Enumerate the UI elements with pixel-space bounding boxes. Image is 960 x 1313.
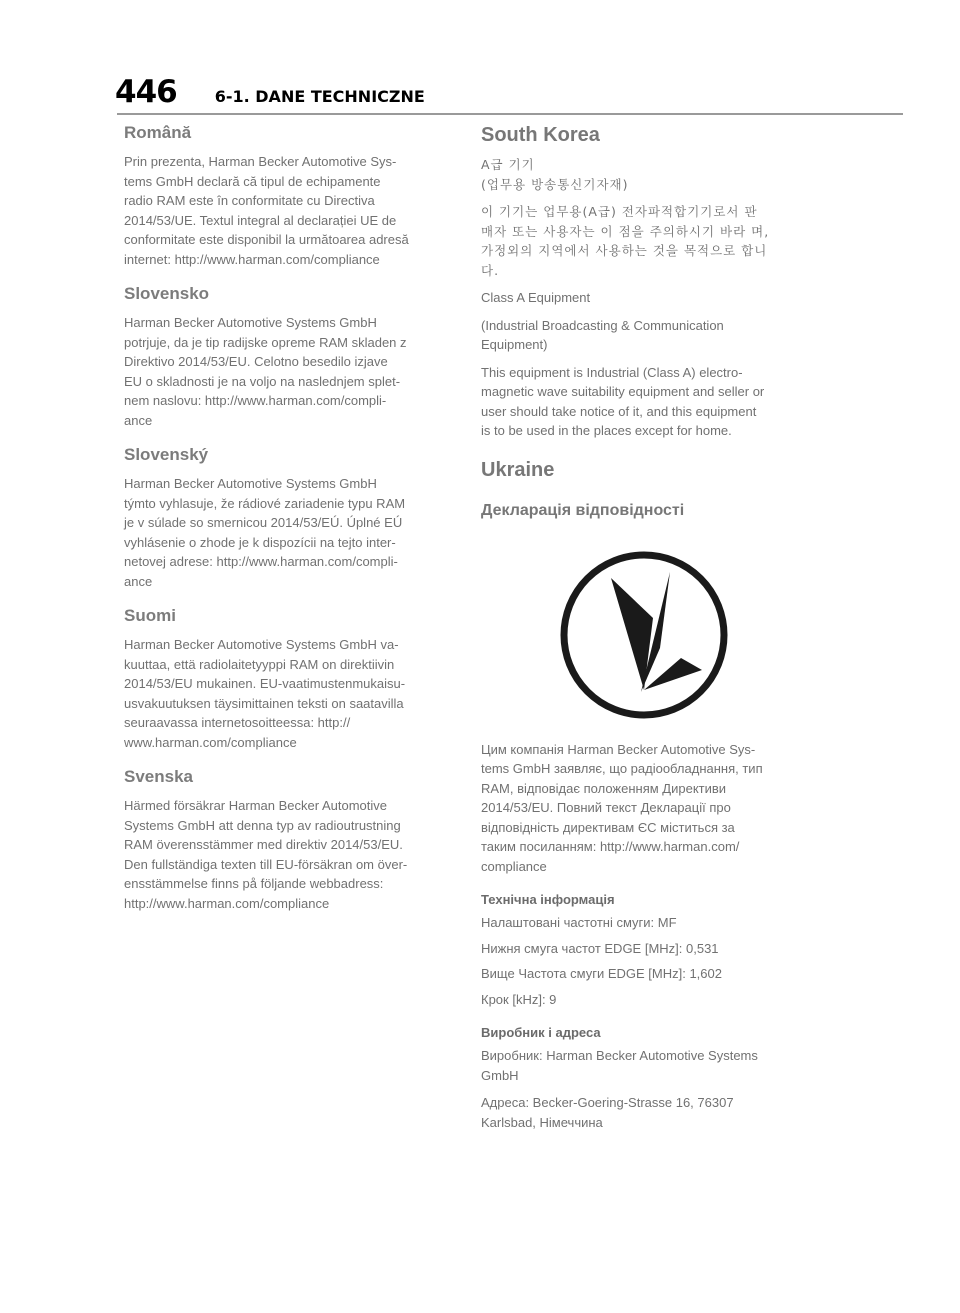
korea-english-notice xyxy=(481,288,811,441)
body-text-line: potrjuje, da je tip radijske opreme RAM skladen z xyxy=(124,334,407,350)
section-heading: Suomi xyxy=(124,606,176,625)
body-text-line: http://www.harman.com/compliance xyxy=(124,895,330,911)
korean-text-line: 이 기기는 업무용(A급) 전자파적합기기로서 판 xyxy=(481,204,758,219)
body-text-line: 2014/53/UE. Textul integral al declarației UE de xyxy=(124,212,397,228)
body-text-line: Harman Becker Automotive Systems GmbH va- xyxy=(124,637,399,652)
section-heading: Română xyxy=(124,123,192,142)
body-text-line: ensstämmelse finns på följande webbadress: xyxy=(124,876,384,891)
section-heading: Slovenský xyxy=(124,445,209,464)
body-text-line: tems GmbH declară că tipul de echipamente xyxy=(124,173,381,189)
body-text-line: Harman Becker Automotive Systems GmbH xyxy=(124,476,377,491)
manufacturer-info xyxy=(481,1046,811,1132)
section-heading-south-korea: South Korea xyxy=(481,124,600,146)
body-text-line: Equipment) xyxy=(481,337,548,352)
body-text-line: відповідність директивам ЄС міститься за xyxy=(481,819,735,835)
section-heading: Svenska xyxy=(124,767,193,786)
body-text-line: is to be used in the places except for home. xyxy=(481,423,732,438)
spec-line: Вище Частота смуги EDGE [MHz]: 1,602 xyxy=(481,966,722,981)
body-text-line: GmbH xyxy=(481,1067,519,1083)
paragraph xyxy=(481,363,811,441)
right-column xyxy=(481,122,811,1140)
ukraine-declaration xyxy=(481,740,811,877)
paragraph xyxy=(481,1046,811,1085)
body-text-line: tems GmbH заявляє, що радіообладнання, тип xyxy=(481,761,763,776)
paragraph xyxy=(481,1093,811,1132)
conformity-mark xyxy=(481,530,811,730)
declaration-heading: Декларація відповідності xyxy=(481,501,685,519)
page-number: 446 xyxy=(115,74,177,110)
section-heading: Slovensko xyxy=(124,284,210,303)
spec-line: Нижня смуга частот EDGE [MHz]: 0,531 xyxy=(481,940,719,956)
body-text-line: Цим компанія Harman Becker Automotive Sys- xyxy=(481,741,756,757)
korean-text-line: 매자 또는 사용자는 이 점을 주의하시기 바라 며, xyxy=(481,223,770,239)
body-text-line: kuuttaa, että radiolaitetyyppi RAM on direktiivin xyxy=(124,656,395,672)
body-text-line: Адреса: Becker-Goering-Strasse 16, 76307 xyxy=(481,1095,734,1110)
body-text-line: Härmed försäkrar Harman Becker Automotive xyxy=(124,798,387,813)
body-text-line: netovej adrese: http://www.harman.com/compli- xyxy=(124,554,398,569)
language-section xyxy=(124,605,460,752)
body-text-line: Harman Becker Automotive Systems GmbH xyxy=(124,315,377,330)
spec-line: Налаштовані частотні смуги: MF xyxy=(481,915,677,930)
body-text-line: 2014/53/EU mukainen. EU-vaatimustenmukaisu- xyxy=(124,676,406,691)
body-text-line: user should take notice of it, and this equipment xyxy=(481,403,757,419)
body-text-line: Class A Equipment xyxy=(481,290,591,305)
language-section xyxy=(124,444,460,591)
korean-text-line: (업무용 방송통신기자재) xyxy=(481,176,629,192)
body-text-line: ance xyxy=(124,573,153,589)
body-text-line: This equipment is Industrial (Class A) electro- xyxy=(481,364,743,380)
korean-text-line: 가정외의 지역에서 사용하는 것을 목적으로 합니 xyxy=(481,243,768,258)
paragraph xyxy=(481,316,811,355)
body-text-line: conformitate este disponibil la următoarea adresă xyxy=(124,232,409,247)
ukrainian-conformity-mark-icon xyxy=(549,540,739,730)
language-section xyxy=(124,122,460,269)
body-text-line: www.harman.com/compliance xyxy=(124,734,297,750)
language-section xyxy=(124,283,460,430)
body-text-line: usvakuutuksen täysimittainen teksti on saatavilla xyxy=(124,695,404,711)
header-rule xyxy=(117,113,903,115)
body-text-line: ance xyxy=(124,412,153,428)
language-section xyxy=(124,766,460,913)
body-text-line: je v súlade so smernicou 2014/53/EÚ. Úplné EÚ xyxy=(124,515,403,530)
body-text-line: RAM, відповідає положенням Директиви xyxy=(481,780,727,796)
spec-line: Крок [kHz]: 9 xyxy=(481,991,557,1007)
chapter-title: 6-1. DANE TECHNICZNE xyxy=(214,87,425,106)
body-text-line: compliance xyxy=(481,858,547,874)
korean-text-line: A급 기기 xyxy=(481,157,535,172)
body-text-line: Виробник: Harman Becker Automotive Systems xyxy=(481,1048,758,1063)
body-text-line: Systems GmbH att denna typ av radioutrustning xyxy=(124,817,401,833)
manufacturer-heading: Виробник і адреса xyxy=(481,1025,601,1040)
tech-info-heading: Технічна інформація xyxy=(481,892,615,907)
korean-text-line: 다. xyxy=(481,262,500,278)
tech-info-list xyxy=(481,913,811,1009)
body-text-line: vyhlásenie o zhode je k dispozícii na tejto inter- xyxy=(124,534,396,550)
body-text-line: magnetic wave suitability equipment and seller or xyxy=(481,384,765,399)
body-text-line: týmto vyhlasuje, že rádiové zariadenie typu RAM xyxy=(124,495,406,511)
body-text-line: seuraavassa internetosoitteessa: http:// xyxy=(124,715,351,730)
body-text-line: internet: http://www.harman.com/compliance xyxy=(124,251,380,267)
body-text-line: Direktivo 2014/53/EU. Celotno besedilo izjave xyxy=(124,354,388,369)
body-text-line: Prin prezenta, Harman Becker Automotive Sys- xyxy=(124,154,397,169)
body-text-line: Karlsbad, Німеччина xyxy=(481,1114,603,1130)
body-text-line: nem naslovu: http://www.harman.com/compli- xyxy=(124,393,387,408)
paragraph xyxy=(481,288,811,308)
page-header xyxy=(115,74,425,110)
left-column xyxy=(124,122,460,927)
body-text-line: RAM överensstämmer med direktiv 2014/53/EU. xyxy=(124,837,403,852)
body-text-line: Den fullständiga texten till EU-försäkran om över- xyxy=(124,856,408,872)
body-text-line: EU o skladnosti je na voljo na naslednjem splet- xyxy=(124,373,401,389)
body-text-line: 2014/53/EU. Повний текст Декларації про xyxy=(481,800,731,815)
section-heading-ukraine: Ukraine xyxy=(481,458,555,481)
body-text-line: radio RAM este în conformitate cu Directiva xyxy=(124,193,375,208)
body-text-line: (Industrial Broadcasting & Communication xyxy=(481,317,724,333)
korean-notice xyxy=(481,155,811,280)
body-text-line: таким посиланням: http://www.harman.com/ xyxy=(481,839,740,854)
